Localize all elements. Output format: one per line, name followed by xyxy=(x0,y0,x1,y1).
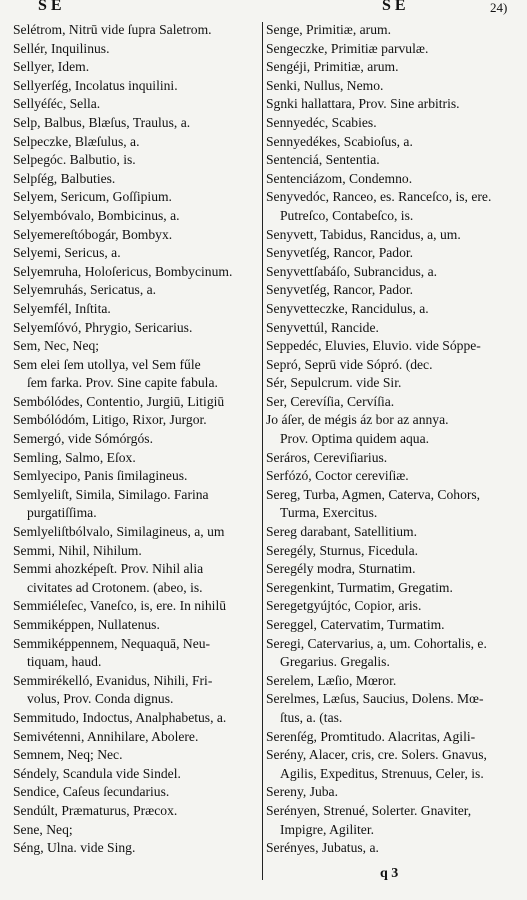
dictionary-entry: Sembólódóm, Litigo, Rixor, Jurgor. xyxy=(13,412,207,428)
dictionary-entry: Sepró, Seprū vide Sópró. (dec. xyxy=(266,356,433,372)
dictionary-entry: Seregély modra, Sturnatim. xyxy=(266,561,416,577)
dictionary-entry: Semmiképpen, Nullatenus. xyxy=(13,617,160,632)
dictionary-entry: Séng, Ulna. vide Sing. xyxy=(13,840,136,856)
dictionary-entry: Selpſég, Balbuties. xyxy=(13,170,116,186)
dictionary-entry: Sembólódes, Contentio, Jurgiū, Litigiū xyxy=(13,393,225,409)
dictionary-entry: Sellér, Inquilinus. xyxy=(13,40,110,56)
dictionary-entry: Senyvetteczke, Rancidulus, a. xyxy=(266,300,429,316)
dictionary-entry: Seregi, Catervarius, a, um. Cohortalis, e. xyxy=(266,635,487,651)
dictionary-entry: Sereny, Juba. xyxy=(266,784,338,800)
signature-mark: q 3 xyxy=(380,866,399,881)
dictionary-entry: Selyem, Sericum, Goſſipium. xyxy=(13,189,172,205)
dictionary-entry: Serelmes, Læſus, Saucius, Dolens. Mœ- xyxy=(266,691,484,707)
dictionary-entry: Selyemruha, Holoſericus, Bombycinum. xyxy=(13,263,233,279)
dictionary-entry: Semnem, Neq; Nec. xyxy=(13,747,123,763)
dictionary-entry: Selyemfél, Inſtita. xyxy=(13,300,111,316)
dictionary-entry: Senyvett, Tabidus, Rancidus, a, um. xyxy=(266,226,461,242)
dictionary-entry: Turma, Exercitus. xyxy=(280,505,378,521)
dictionary-entry: Semmiéleſec, Vaneſco, is, ere. In nihilū xyxy=(13,598,227,614)
dictionary-entry: Selpeczke, Blæſulus, a. xyxy=(13,133,140,149)
dictionary-entry: Senyvettſabáſo, Subrancidus, a. xyxy=(266,263,438,279)
column-divider xyxy=(262,22,263,880)
dictionary-entry: Séndely, Scandula vide Sindel. xyxy=(13,765,181,781)
dictionary-entry: Senyvetſég, Rancor, Pador. xyxy=(266,282,414,298)
dictionary-entry: volus, Prov. Conda dignus. xyxy=(27,691,174,707)
dictionary-entry: Senge, Primitiæ, arum. xyxy=(266,22,391,37)
dictionary-entry: Sgnki hallattara, Prov. Sine arbitris. xyxy=(266,96,460,112)
dictionary-entry: Selyemruhás, Sericatus, a. xyxy=(13,282,157,298)
dictionary-entry: Sem elei ſem utollya, vel Sem fűle xyxy=(13,356,201,372)
dictionary-entry: Semlyeliſt, Simila, Similago. Farina xyxy=(13,486,209,502)
dictionary-entry: Gregarius. Gregalis. xyxy=(280,654,390,670)
header-left-letters: S E xyxy=(38,0,62,14)
right-column xyxy=(266,21,522,858)
dictionary-entry: Seregenkint, Turmatim, Gregatim. xyxy=(266,579,453,595)
dictionary-entry: Semmitudo, Indoctus, Analphabetus, a. xyxy=(13,709,227,725)
dictionary-entry: Semlyecipo, Panis ſimilagineus. xyxy=(13,468,188,484)
dictionary-entry: Serenſég, Promtitudo. Alacritas, Agili- xyxy=(266,728,476,744)
dictionary-entry: Sengeczke, Primitiæ parvulæ. xyxy=(266,40,429,56)
dictionary-entry: Semmi ahozképeſt. Prov. Nihil alia xyxy=(13,561,204,577)
dictionary-entry: Serényen, Strenué, Solerter. Gnaviter, xyxy=(266,802,472,818)
dictionary-entry: ſem farka. Prov. Sine capite fabula. xyxy=(27,375,218,391)
dictionary-entry: Serfózó, Coctor cereviſiæ. xyxy=(266,468,409,484)
dictionary-entry: tiquam, haud. xyxy=(27,654,102,670)
dictionary-entry: Semmi, Nihil, Nihilum. xyxy=(13,542,142,558)
dictionary-entry: Selyemi, Sericus, a. xyxy=(13,245,121,261)
dictionary-entry: Sene, Neq; xyxy=(13,821,73,837)
dictionary-entry: Seregély, Sturnus, Ficedula. xyxy=(266,542,419,558)
dictionary-entry: Ser, Cerevíſia, Cervíſia. xyxy=(266,393,395,409)
dictionary-entry: civitates ad Crotonem. (abeo, is. xyxy=(27,579,203,595)
dictionary-entry: Impigre, Agiliter. xyxy=(280,821,375,837)
dictionary-entry: Serelem, Læſio, Mœror. xyxy=(266,672,397,688)
dictionary-entry: Sendúlt, Præmaturus, Præcox. xyxy=(13,802,178,818)
dictionary-entry: Sem, Nec, Neq; xyxy=(13,338,100,354)
header-right-letters: S E xyxy=(382,0,406,14)
dictionary-entry: Senyvedóc, Ranceo, es. Ranceſco, is, ere. xyxy=(266,189,492,205)
dictionary-entry: Selétrom, Nitrū vide ſupra Saletrom. xyxy=(13,22,212,37)
dictionary-entry: Serényes, Jubatus, a. xyxy=(266,840,379,856)
dictionary-entry: Selyemereſtóbogár, Bombyx. xyxy=(13,226,173,242)
dictionary-entry: Sér, Sepulcrum. vide Sir. xyxy=(266,375,402,391)
dictionary-entry: Sentenciázom, Condemno. xyxy=(266,170,413,186)
page-number: 24) xyxy=(490,0,508,15)
dictionary-entry: ſtus, a. (tas. xyxy=(280,709,343,725)
dictionary-entry: Semivétenni, Annihilare, Abolere. xyxy=(13,728,199,744)
dictionary-entry: Agilis, Expeditus, Strenuus, Celer, is. xyxy=(280,765,484,781)
dictionary-entry: Sereg, Turba, Agmen, Caterva, Cohors, xyxy=(266,486,481,502)
dictionary-entry: Sellyerſég, Incolatus inquilini. xyxy=(13,77,178,93)
dictionary-entry: Sereg darabant, Satellitium. xyxy=(266,524,417,540)
dictionary-entry: Selpegóc. Balbutio, is. xyxy=(13,152,136,168)
dictionary-entry: Selyembóvalo, Bombicinus, a. xyxy=(13,207,180,223)
left-column xyxy=(13,21,261,858)
dictionary-entry: Semmiképpennem, Nequaquā, Neu- xyxy=(13,635,211,651)
dictionary-entry: purgatiſſima. xyxy=(27,505,97,521)
dictionary-entry: Prov. Optima quidem aqua. xyxy=(280,431,429,447)
dictionary-entry: Sentenciá, Sententia. xyxy=(266,152,380,168)
dictionary-entry: Semmirékelló, Evanidus, Nihili, Fri- xyxy=(13,672,213,688)
dictionary-entry: Selyemſóvó, Phrygio, Sericarius. xyxy=(13,319,193,335)
dictionary-entry: Selp, Balbus, Blæſus, Traulus, a. xyxy=(13,114,191,130)
dictionary-entry: Semergó, vide Sómórgós. xyxy=(13,431,153,447)
dictionary-entry: Serény, Alacer, cris, cre. Solers. Gnavus, xyxy=(266,747,487,763)
page-header xyxy=(0,0,527,16)
dictionary-entry: Senyvetſég, Rancor, Pador. xyxy=(266,245,414,261)
dictionary-entry: Jo áſer, de mégis áz bor az annya. xyxy=(266,412,449,428)
dictionary-entry: Sereggel, Catervatim, Turmatim. xyxy=(266,617,445,632)
dictionary-entry: Putreſco, Contabeſco, is. xyxy=(280,207,414,223)
dictionary-entry: Sendice, Caſeus ſecundarius. xyxy=(13,784,170,800)
dictionary-entry: Seppedéc, Eluvies, Eluvio. vide Sóppe- xyxy=(266,338,481,354)
dictionary-entry: Semling, Salmo, Eſox. xyxy=(13,449,136,465)
dictionary-entry: Semlyeliſtbólvalo, Similagineus, a, um xyxy=(13,524,225,540)
dictionary-entry: Senki, Nullus, Nemo. xyxy=(266,77,384,93)
dictionary-entry: Senyvettúl, Rancide. xyxy=(266,319,379,335)
dictionary-entry: Seráros, Cereviſiarius. xyxy=(266,449,388,465)
dictionary-entry: Sellyer, Idem. xyxy=(13,59,90,75)
dictionary-entry: Sennyedéc, Scabies. xyxy=(266,114,377,130)
dictionary-entry: Sellyéſéc, Sella. xyxy=(13,96,101,112)
dictionary-entry: Sengéji, Primitiæ, arum. xyxy=(266,59,399,75)
dictionary-entry: Seregetgyújtóc, Copior, aris. xyxy=(266,598,422,614)
dictionary-entry: Sennyedékes, Scabioſus, a. xyxy=(266,133,413,149)
